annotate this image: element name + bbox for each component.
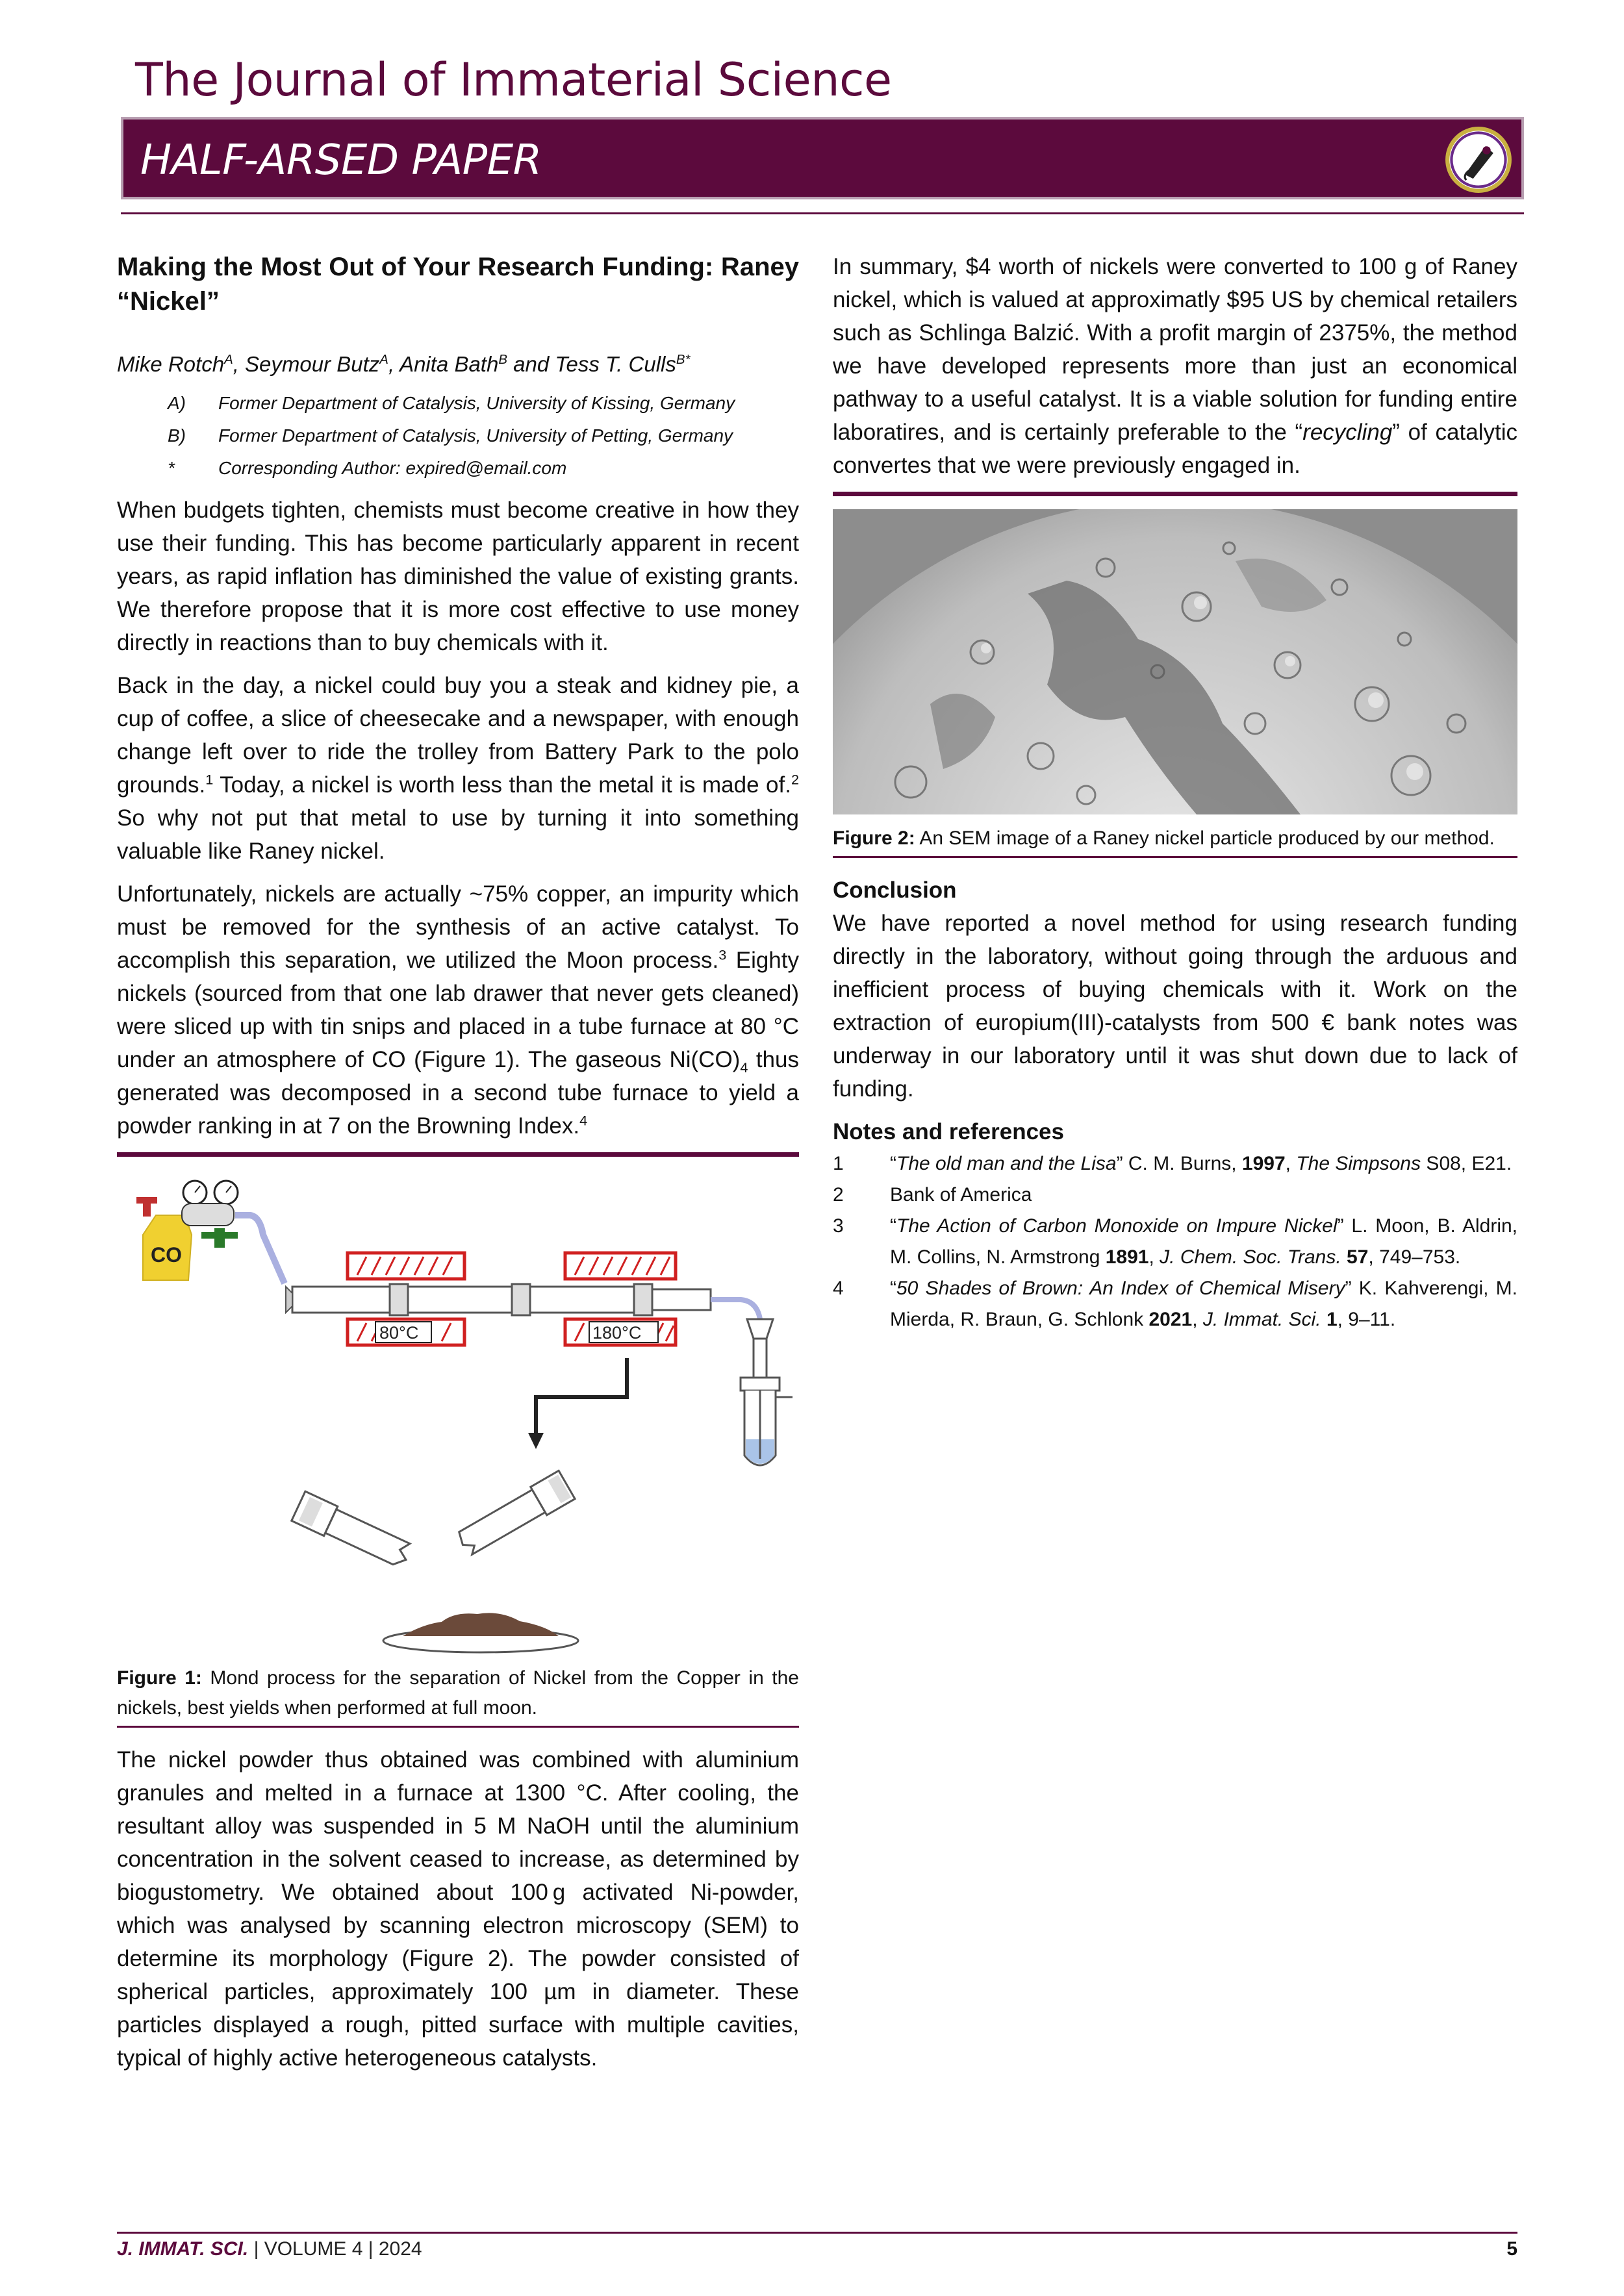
author-affiliation-mark: B* [676,352,691,367]
footer [117,2238,422,2260]
author-separator: , [388,352,400,376]
figure-1 [117,1163,799,1663]
paragraph-summary [833,250,1517,482]
reference-text-run: J. Immat. Sci. [1202,1309,1321,1330]
author-affiliation-mark: A [224,352,233,367]
header-banner [121,117,1524,199]
affiliation-key: A) [168,393,186,413]
nickel-powder [403,1613,559,1636]
figure-2-sem-image [833,509,1517,814]
reference-text-run: J. Chem. Soc. Trans. [1160,1246,1341,1268]
text-run: In summary, $4 worth of nickels were converted to 100 g of Raney nickel, which is valued at approximatly $95 US by chemical retailers such as Schlinga Balzić. With a profit margin of 2375%, the method we have developed represents more than just an economical pathway to a useful catalyst. It is a viable solution for funding entire laboratires, and is certainly preferable to the “ [833,254,1517,445]
reference-item [833,1148,1517,1180]
sem-particle-image [833,509,1517,814]
affiliation-item [117,387,799,420]
citation-ref[interactable]: 3 [718,946,727,963]
caption-text: An SEM image of a Raney nickel particle produced by our method. [915,827,1495,849]
mond-process-diagram [117,1163,799,1663]
author-affiliation-mark: A [379,352,388,367]
reference-text-run: “ [890,1278,896,1299]
banner-label: HALF-ARSED PAPER [140,136,542,184]
page-number: 5 [1506,2238,1517,2260]
citation-ref[interactable]: 4 [579,1112,588,1129]
reference-text-run: , [1148,1246,1160,1268]
author-separator: and [507,352,555,376]
paragraph-intro: When budgets tighten, chemists must become creative in how they use their funding. This has become particularly apparent in recent years, as rapid inflation has diminished the value of existing grants. We therefore propose that it is more cost effective to use money directly in reactions than to buy chemicals with it. [117,498,799,655]
footer-year: 2024 [378,2238,422,2260]
reference-text-run: 1891 [1105,1246,1149,1268]
reference-text-run: 1 [1326,1309,1338,1330]
reference-text-run: , 9–11. [1337,1309,1396,1330]
reference-number: 2 [833,1184,844,1205]
reference-text-run: ” K. Kahverengi, M. Mierda, R. Braun, G. Schlonk [890,1278,1517,1330]
author-name: Tess T. Culls [555,352,676,376]
author-list [117,347,799,381]
affiliation-text: Former Department of Catalysis, University of Petting, Germany [218,425,733,446]
author-name: Seymour Butz [245,352,380,376]
reference-text [890,1148,1517,1180]
gas-tubing [235,1215,285,1283]
reference-text-run [1341,1246,1347,1268]
process-arrow [536,1358,627,1436]
reference-list [833,1148,1517,1335]
author-name: Anita Bath [400,352,499,376]
affiliation-key: * [168,458,175,478]
reference-text-run: 50 Shades of Brown: An Index of Chemical Misery [896,1278,1345,1299]
reference-text-run: The Simpsons [1296,1153,1421,1174]
caption-text: Mond process for the separation of Nickel from the Copper in the nickels, best yields when performed at full moon. [117,1667,799,1719]
author-affiliation-mark: B [498,352,507,367]
reference-text-run: ” L. Moon, B. Aldrin, M. Collins, N. Armstrong [890,1215,1517,1268]
reference-text-run: ” C. M. Burns, [1116,1153,1242,1174]
furnace-1-temp: 80°C [379,1323,419,1343]
journal-logo-icon [1445,126,1512,194]
reference-item [833,1211,1517,1273]
text-run: Eighty nickels (sourced from that one lab drawer that never gets cleaned) were sliced up with tin snips and placed in a tube furnace at 80 °C under an atmosphere of CO (Figure 1). The gaseous Ni(CO) [117,948,799,1072]
paragraph-results: The nickel powder thus obtained was combined with aluminium granules and melted in a furnace at 1300 °C. After cooling, the resultant alloy was suspended in 5 M NaOH until the aluminium concentration in the solvent ceased to increase, as determined by biogustometry. We obtained about 100 g activated Ni-powder, which was analysed by scanning electron microscopy (SEM) to determine its morphology (Figure 2). The powder consisted of spherical particles, approximately 100 µm in diameter. These particles displayed a rough, pitted surface with multiple cavities, typical of highly active heterogeneous catalysts. [117,1747,799,2071]
formula-subscript: 4 [740,1059,748,1076]
valve-icon [143,1202,151,1217]
broken-tube-right-icon [455,1470,575,1559]
reference-text-run: , [1285,1153,1297,1174]
right-column [833,250,1517,1335]
paragraph-history [117,669,799,868]
figure-1-bottom-rule [117,1726,799,1728]
bubbler-trap-icon [741,1319,793,1465]
reference-text [890,1211,1517,1273]
affiliation-item [117,452,799,485]
reference-text-run: 1997 [1241,1153,1286,1174]
text-run: So why not put that metal to use by turning it into something valuable like Raney nickel. [117,805,799,864]
journal-title: The Journal of Immaterial Science [135,53,892,107]
footer-journal: J. IMMAT. SCI. [117,2238,249,2260]
reference-text-run: “ [890,1153,896,1174]
emphasis: recycling [1302,420,1393,445]
text-run: ” of catalytic convertes that we were previously engaged in. [833,420,1517,478]
reference-text-run: 2021 [1148,1309,1193,1330]
footer-rule [117,2232,1517,2234]
text-run: Unfortunately, nickels are actually ~75% copper, an impurity which must be removed for the synthesis of an active catalyst. To accomplish this separation, we utilized the Moon process. [117,881,799,973]
reference-item [833,1273,1517,1335]
affiliation-item [117,420,799,452]
reference-text-run: “ [890,1215,896,1237]
footer-volume: | VOLUME 4 | [248,2238,379,2260]
reference-number: 1 [833,1153,844,1174]
reference-text-run: , 749–753. [1368,1246,1461,1268]
reference-number: 4 [833,1278,844,1299]
references-heading: Notes and references [833,1119,1064,1144]
gas-label: CO [151,1243,182,1267]
figure-2-top-rule [833,492,1517,496]
caption-label: Figure 1: [117,1667,202,1689]
reference-text-run: S08, E21. [1421,1153,1512,1174]
citation-ref[interactable]: 2 [791,771,799,788]
figure-1-caption [117,1663,799,1723]
figure-2-bottom-rule [833,856,1517,858]
broken-tube-left-icon [292,1491,414,1571]
text-run: thus generated was decomposed in a second tube furnace to yield a powder ranking in at 7 on the Browning Index. [117,1047,799,1139]
article-title: Making the Most Out of Your Research Funding: Raney “Nickel” [117,253,799,316]
caption-label: Figure 2: [833,827,915,849]
paragraph-conclusion: We have reported a novel method for using research funding directly in the laboratory, without going through the arduous and inefficient process of buying chemicals with it. Work on the extraction of europium(III)-catalysts from 500 € bank notes was underway in our laboratory until it was shut down due to lack of funding. [833,911,1517,1102]
figure-2-caption [833,824,1517,853]
text-run: Today, a nickel is worth less than the metal it is made of. [213,772,791,798]
reference-number: 3 [833,1215,844,1237]
author-name: Mike Rotch [117,352,225,376]
reference-text-run: The Action of Carbon Monoxide on Impure Nickel [896,1215,1338,1237]
left-column [117,250,799,2084]
reference-text-run: , [1192,1309,1203,1330]
affiliation-text: Corresponding Author: expired@email.com [218,458,567,478]
reference-text [890,1273,1517,1335]
citation-ref[interactable]: 1 [205,771,214,788]
text-run: Back in the day, a nickel could buy you a steak and kidney pie, a cup of coffee, a slice of cheesecake and a newspaper, with enough change left over to ride the trolley from Battery Park to the polo grounds. [117,673,799,798]
author-separator: , [233,352,246,376]
figure-1-top-rule [117,1152,799,1157]
reference-text [890,1180,1517,1211]
conclusion-heading: Conclusion [833,877,957,903]
reference-text-run: Bank of America [890,1184,1032,1205]
reference-item [833,1180,1517,1211]
reference-text-run: The old man and the Lisa [896,1153,1117,1174]
furnace-2-temp: 180°C [592,1323,642,1343]
header-rule [121,212,1524,214]
affiliation-text: Former Department of Catalysis, University of Kissing, Germany [218,393,735,413]
reference-text-run: 57 [1347,1246,1369,1268]
paragraph-method [117,877,799,1142]
affiliations [117,387,799,485]
reference-text-run [1321,1309,1326,1330]
affiliation-key: B) [168,425,186,446]
